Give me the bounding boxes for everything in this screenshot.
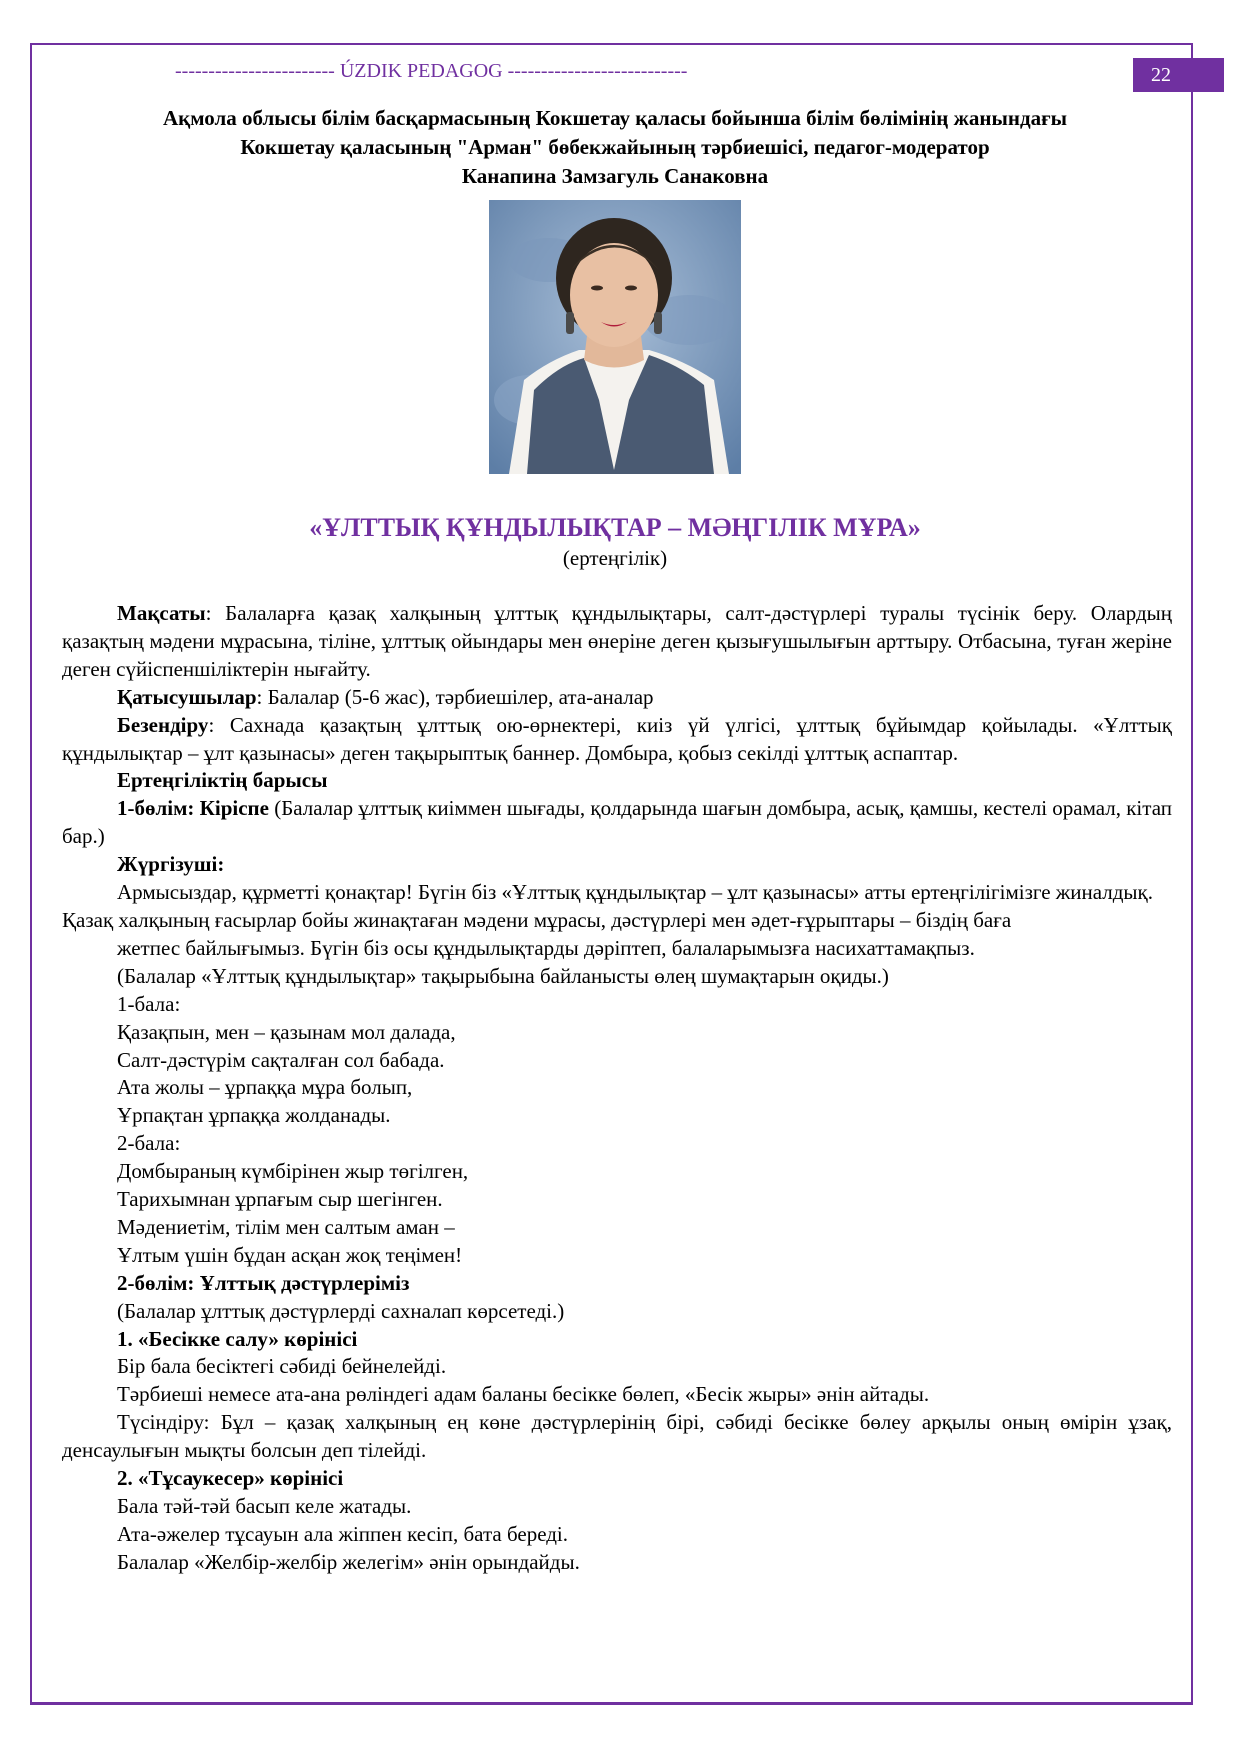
- text-line: Домбыраның күмбірінен жыр төгілген,: [117, 1159, 469, 1184]
- text-line: Ата жолы – ұрпаққа мұра болып,: [117, 1075, 413, 1100]
- author-affiliation: [40, 104, 1190, 191]
- part1-paragraph: [62, 795, 1172, 851]
- text-line: Бала тәй-тәй басып келе жатады.: [117, 1494, 412, 1518]
- text-line: Ұрпақтан ұрпаққа жолданады.: [117, 1103, 391, 1128]
- portrait-image: [489, 200, 741, 474]
- scene1-explanation: Түсіндіру: Бұл – қазақ халқының ең көне дәстүрлерінің бірі, сәбиді бесікке бөлеу арқылы оның өмірін ұзақ, денсаулығын мықты болсын деп тілейді.: [62, 1410, 1172, 1463]
- text-line: жетпес байлығымыз. Бүгін біз осы құндылықтарды дәріптеп, балаларымызға насихаттамақпыз.: [117, 935, 975, 960]
- scene2-block: [62, 1465, 1172, 1577]
- text-line: Ата-әжелер тұсауын ала жіппен кесіп, бата береді.: [117, 1521, 569, 1546]
- part1-text: (Балалар ұлттық киіммен шығады, қолдарында шағын домбыра, асық, қамшы, кестелі орамал, кітап бар.): [62, 796, 1172, 849]
- decor-label: Безендіру: [117, 712, 209, 737]
- text-line: Қазақпын, мен – қазынам мол далада,: [117, 1019, 456, 1044]
- scene2-heading: 2. «Тұсаукесер» көрінісі: [117, 1466, 344, 1491]
- author-photo: [489, 200, 741, 474]
- participants-text: : Балалар (5-6 жас), тәрбиешілер, ата-аналар: [256, 684, 654, 709]
- goal-paragraph: [62, 600, 1172, 684]
- text-line: Ұлтым үшін бұдан асқан жоқ теңімен!: [117, 1242, 463, 1267]
- participants-paragraph: [62, 684, 1172, 712]
- article-subtitle: (ертеңгілік): [562, 546, 668, 570]
- decor-paragraph: [62, 712, 1172, 768]
- part2-intro: (Балалар ұлттық дәстүрлерді сахналап көрсетеді.): [117, 1298, 565, 1323]
- poem-block: [62, 935, 1172, 1409]
- affiliation-line-2: Кокшетау қаласының "Арман" бөбекжайының тәрбиешісі, педагог-модератор: [240, 135, 990, 159]
- goal-text: : Балаларға қазақ халқының ұлттық құндылықтары, салт-дәстүрлері туралы түсінік беру. Олардың қазақтың мәдени мұрасына, тіліне, ұлттық ойындары мен өнеріне деген қызығушылығын арттыру. Отбасына, туған жеріне деген сүйіспеншіліктерін нығайту.: [62, 601, 1172, 681]
- page-number: 22: [1133, 58, 1224, 92]
- goal-label: Мақсаты: [117, 601, 206, 625]
- running-header: ------------------------ ÚZDIK PEDAGOG ---------------------------: [175, 60, 688, 82]
- article-body: [62, 600, 1172, 1577]
- article-title: «ҰЛТТЫҚ ҚҰНДЫЛЫҚТАР – МӘҢГІЛІК МҰРА»: [309, 513, 921, 542]
- text-line: Бір бала бесіктегі сәбиді бейнелейді.: [117, 1354, 447, 1379]
- scene1-heading: 1. «Бесікке салу» көрінісі: [117, 1326, 358, 1351]
- text-line: Балалар «Желбір-желбір желегім» әнін орындайды.: [117, 1549, 580, 1574]
- part1-label: 1-бөлім: Кіріспе: [117, 796, 269, 821]
- text-line: 1-бала:: [117, 991, 181, 1016]
- affiliation-line-1: Ақмола облысы білім басқармасының Кокшетау қаласы бойынша білім бөлімінің жанындағы: [162, 106, 1067, 130]
- part2-heading: 2-бөлім: Ұлттық дәстүрлеріміз: [117, 1270, 410, 1295]
- text-line: Мәдениетім, тілім мен салтым аман –: [117, 1214, 455, 1239]
- decor-text: : Сахнада қазақтың ұлттық ою-өрнектері, киіз үй үлгісі, ұлттық бұйымдар қойылады. «Ұлттық құндылықтар – ұлт қазынасы» деген тақырыптық баннер. Домбыра, қобыз секілді ұлттық аспаптар.: [62, 712, 1172, 765]
- text-line: Салт-дәстүрім сақталған сол бабада.: [117, 1047, 445, 1072]
- text-line: Тәрбиеші немесе ата-ана рөліндегі адам баланы бесікке бөлеп, «Бесік жыры» әнін айтады.: [117, 1382, 930, 1407]
- participants-label: Қатысушылар: [117, 684, 257, 709]
- progress-heading: Ертеңгіліктің барысы: [117, 768, 328, 793]
- text-line: Тарихымнан ұрпағым сыр шегінген.: [117, 1187, 443, 1212]
- host-label: Жүргізуші:: [117, 852, 225, 877]
- text-line: 2-бала:: [117, 1131, 181, 1156]
- host-speech: Армысыздар, құрметті қонақтар! Бүгін біз «Ұлттық құндылықтар – ұлт қазынасы» атты ертеңгілігімізге жиналдық. Қазақ халқының ғасырлар бойы жинақтаған мәдени мұрасы, дәстүрлері мен әдет-ғұрыптары – біздің баға: [62, 880, 1153, 932]
- text-line: (Балалар «Ұлттық құндылықтар» тақырыбына байланысты өлең шумақтарын оқиды.): [117, 963, 889, 988]
- author-name: Канапина Замзагуль Санаковна: [461, 164, 769, 188]
